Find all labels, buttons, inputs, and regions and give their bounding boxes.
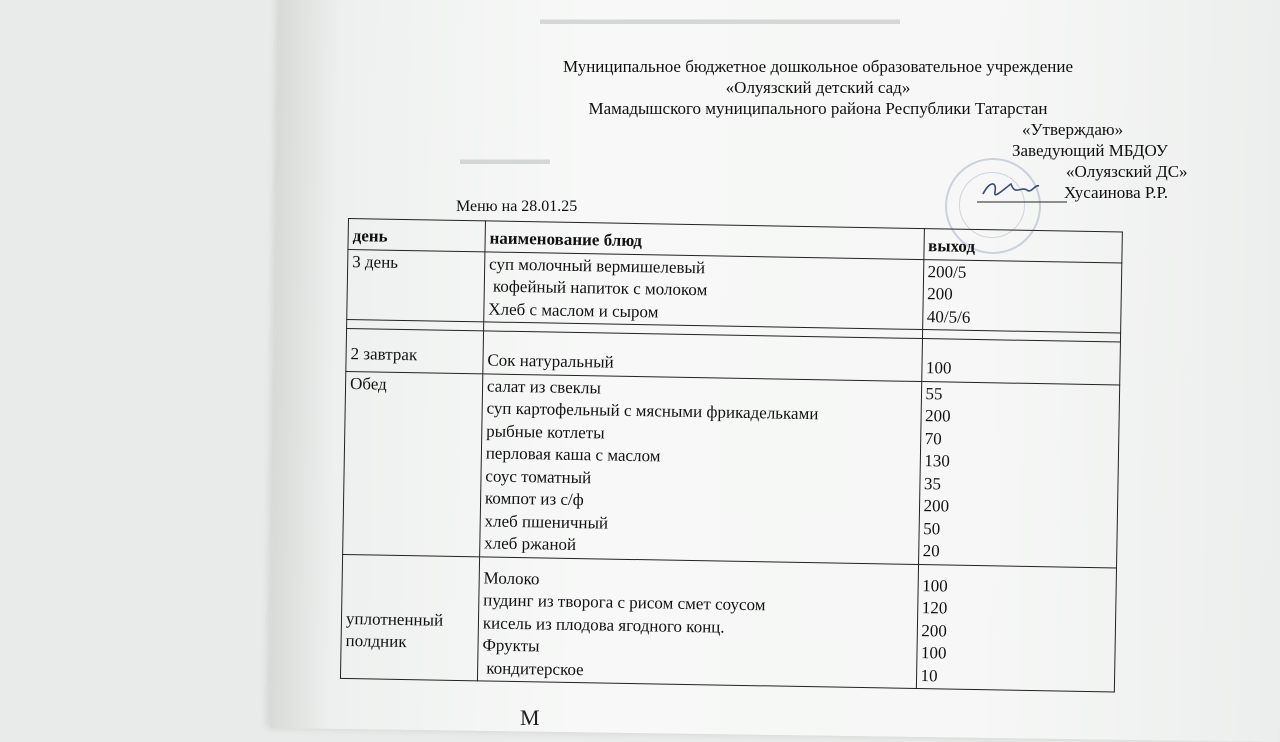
dish-item: кофейный напиток с молоком [488, 276, 708, 300]
position-label: Заведующий МБДОУ [1012, 141, 1168, 160]
signer-name: Хусаинова Р.Р. [1064, 183, 1169, 202]
output-value: 70 [924, 428, 942, 448]
output-value: 200/5 [927, 261, 967, 282]
output-value: 100 [920, 643, 947, 663]
dish-item: рыбные котлеты [486, 420, 605, 443]
footer-fragment: М [520, 705, 542, 730]
dish-item: пудинг из творога с рисом смет соусом [483, 590, 766, 615]
table-row [340, 554, 1116, 692]
output-value: 35 [923, 473, 942, 493]
bleed-through-text: ▬▬▬▬▬▬▬▬▬▬▬▬▬▬▬▬▬▬▬▬▬▬▬▬ [540, 12, 900, 28]
column-header-day: день [348, 219, 485, 252]
org-short-label: «Олуязский ДС» [1066, 162, 1188, 181]
dishes-cell [483, 331, 922, 381]
org-line-3: Мамадышского муниципального района Республики Татарстан [588, 99, 1048, 118]
output-value: 130 [924, 451, 951, 471]
output-value: 55 [925, 383, 943, 403]
dish-item: Молоко [483, 567, 540, 588]
dish-item: кисель из плодова ягодного конц. [482, 612, 725, 637]
dishes-cell [477, 556, 918, 688]
output-value: 10 [920, 665, 938, 685]
dishes-cell [484, 251, 924, 329]
dish-item: соус томатный [485, 465, 592, 487]
output-value: 200 [921, 620, 948, 641]
menu-title: Меню на 28.01.25 [456, 198, 578, 215]
output-value: 120 [921, 598, 948, 618]
menu-table [340, 218, 1123, 692]
day-cell: 3 день [347, 249, 485, 322]
output-value: 200 [923, 496, 950, 516]
column-header-dishes: наименование блюд [485, 221, 924, 259]
dish-item: Хлеб с маслом и сыром [488, 298, 659, 321]
day-cell: уплотненный полдник [340, 554, 479, 681]
org-line-2: «Олуязский детский сад» [725, 78, 911, 97]
dish-item: перловая каша с маслом [485, 443, 661, 466]
dish-item: суп молочный вермишелевый [488, 253, 706, 277]
output-value: 200 [924, 406, 951, 426]
output-value: 100 [925, 358, 952, 378]
approve-label: «Утверждаю» [1022, 120, 1124, 139]
dish-item: Сок натуральный [487, 350, 614, 372]
output-cell [916, 564, 1117, 692]
org-line-1: Муниципальное бюджетное дошкольное образовательное учреждение [563, 57, 1073, 76]
dish-item: хлеб пшеничный [484, 510, 609, 533]
dish-item: компот из с/ф [484, 488, 584, 510]
dish-item: салат из свеклы [486, 375, 602, 397]
output-cell [921, 339, 1120, 385]
bleed-through-text: ▬▬▬▬▬▬ [460, 152, 550, 168]
day-cell: 2 завтрак [346, 328, 484, 373]
output-value: 200 [927, 284, 953, 304]
column-header-output: выход [923, 229, 1122, 263]
signature [975, 172, 1070, 208]
dish-item: Фрукты [482, 635, 540, 656]
dish-item: суп картофельный с мясными фрикадельками [486, 398, 819, 424]
output-value: 40/5/6 [926, 306, 971, 327]
dish-item: кондитерское [481, 657, 584, 679]
dishes-cell [479, 373, 921, 564]
output-value: 50 [923, 518, 941, 538]
output-value: 20 [922, 541, 940, 561]
output-cell [918, 381, 1120, 567]
output-value: 100 [922, 575, 948, 596]
dish-item: хлеб ржаной [484, 533, 577, 555]
table-row [343, 371, 1120, 567]
table-row [347, 249, 1122, 333]
output-cell [922, 259, 1122, 333]
day-cell: Обед [343, 371, 483, 556]
